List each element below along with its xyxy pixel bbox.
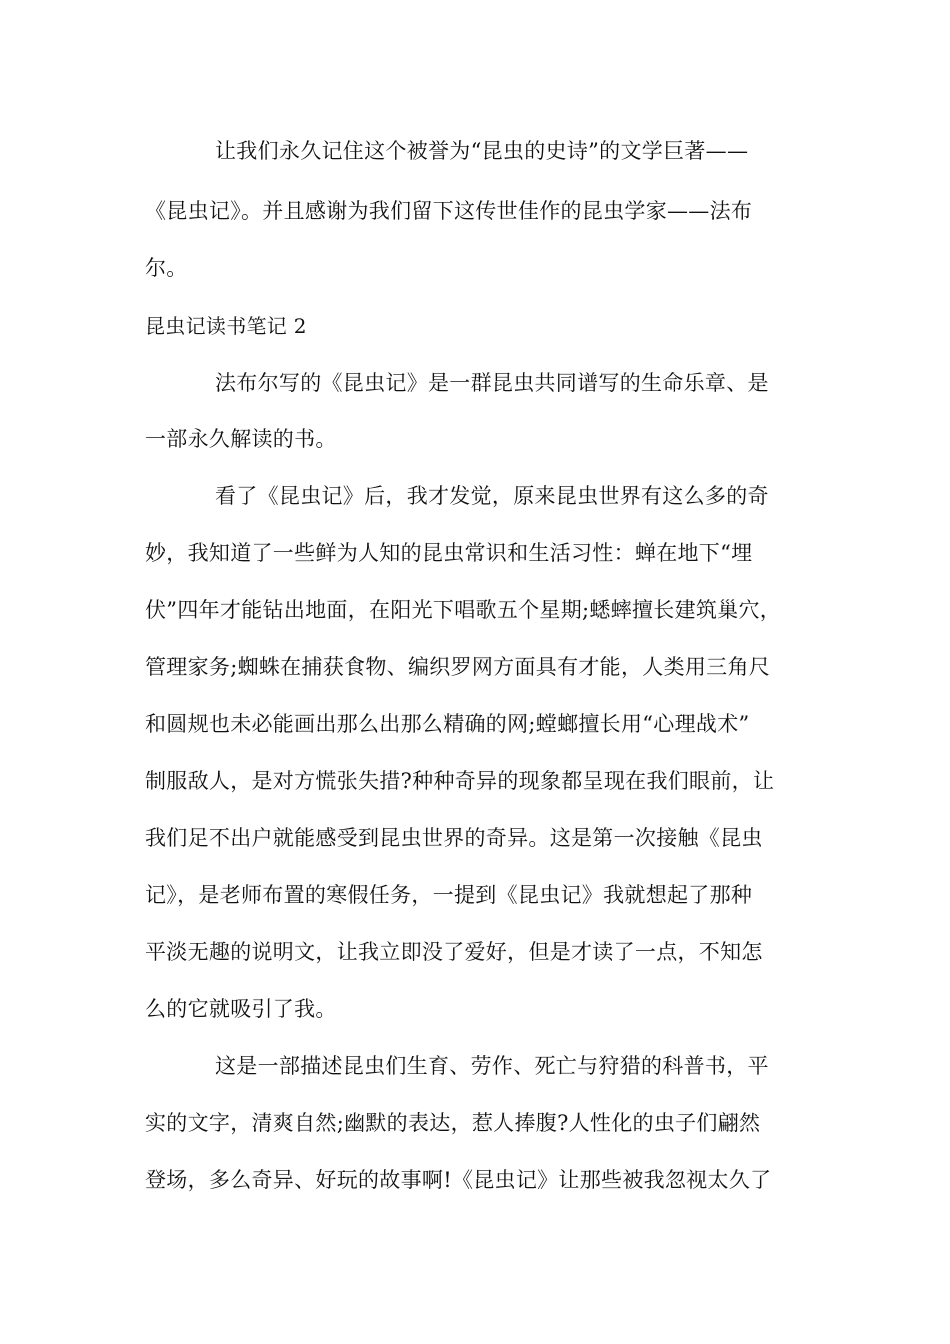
paragraph-3-line-7: 我们足不出户就能感受到昆虫世界的奇异。这是第一次接触《昆虫 — [145, 826, 763, 850]
paragraph-3-line-6: 制服敌人，是对方慌张失措?种种奇异的现象都呈现在我们眼前，让 — [145, 769, 775, 793]
paragraph-3-line-9: 平淡无趣的说明文，让我立即没了爱好，但是才读了一点，不知怎 — [145, 940, 763, 964]
paragraph-3-line-5: 和圆规也未必能画出那么出那么精确的网;螳螂擅长用“心理战术” — [145, 712, 750, 736]
paragraph-2-line-1: 法布尔写的《昆虫记》是一群昆虫共同谱写的生命乐章、是 — [215, 371, 769, 395]
paragraph-3-line-3: 伏”四年才能钻出地面，在阳光下唱歌五个星期;蟋蟀擅长建筑巢穴， — [145, 598, 782, 622]
paragraph-1-line-3: 尔。 — [145, 256, 188, 280]
paragraph-2-line-2: 一部永久解读的书。 — [145, 427, 337, 451]
paragraph-3-line-1: 看了《昆虫记》后，我才发觉，原来昆虫世界有这么多的奇 — [215, 484, 769, 508]
paragraph-4-line-1: 这是一部描述昆虫们生育、劳作、死亡与狩猎的科普书，平 — [215, 1054, 769, 1078]
paragraph-3-line-2: 妙，我知道了一些鲜为人知的昆虫常识和生活习性：蝉在地下“埋 — [145, 541, 753, 565]
section-heading: 昆虫记读书笔记 2 — [145, 314, 307, 338]
paragraph-1-line-2: 《昆虫记》。并且感谢为我们留下这传世佳作的昆虫学家——法布 — [145, 199, 753, 223]
paragraph-3-line-4: 管理家务;蜘蛛在捕获食物、编织罗网方面具有才能，人类用三角尺 — [145, 655, 771, 679]
paragraph-3-line-10: 么的它就吸引了我。 — [145, 997, 337, 1021]
paragraph-3-line-8: 记》，是老师布置的寒假任务，一提到《昆虫记》我就想起了那种 — [145, 883, 753, 907]
paragraph-4-line-3: 登场，多么奇异、好玩的故事啊!《昆虫记》让那些被我忽视太久了 — [145, 1168, 772, 1192]
paragraph-1-line-1: 让我们永久记住这个被誉为“昆虫的史诗”的文学巨著—— — [215, 139, 749, 163]
paragraph-4-line-2: 实的文字，清爽自然;幽默的表达，惹人捧腹?人性化的虫子们翩然 — [145, 1111, 761, 1135]
